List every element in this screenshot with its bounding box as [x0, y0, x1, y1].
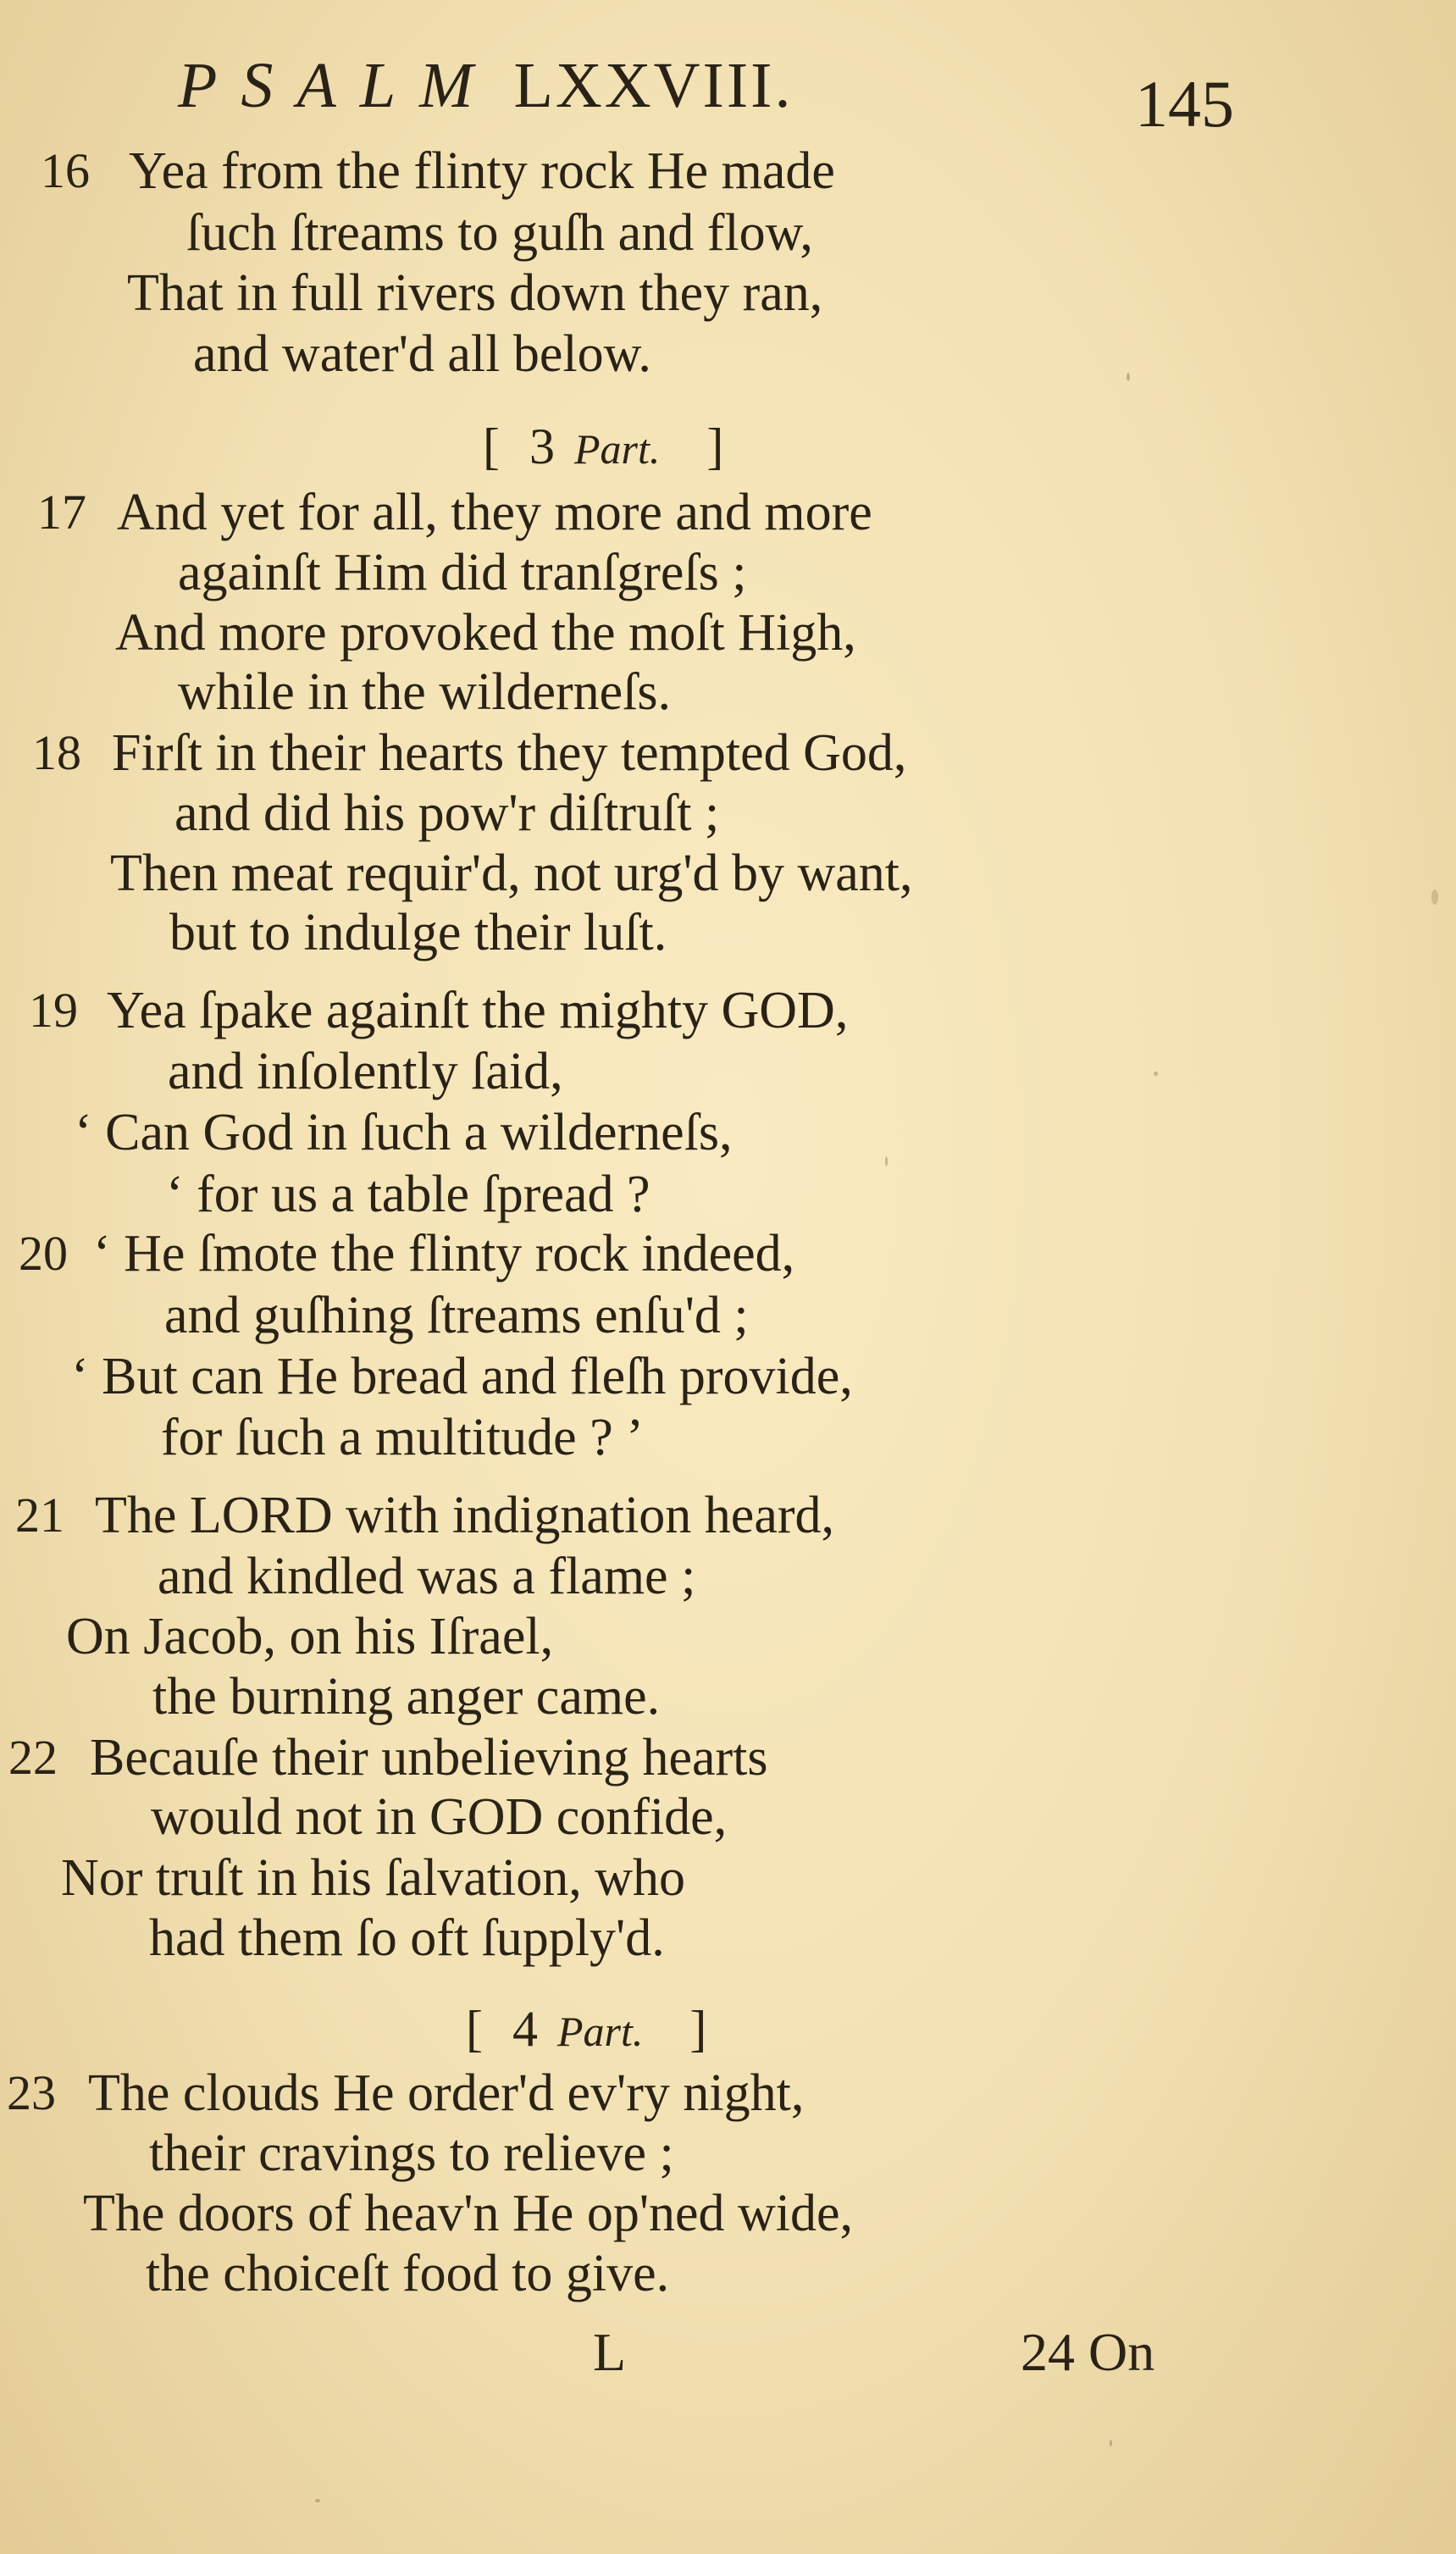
paper-speck — [315, 2499, 320, 2502]
verse-line: And more provoked the moſt High, — [115, 604, 856, 662]
part-bracket-close: ] — [689, 2001, 707, 2057]
verse-line: while in the wilderneſs. — [178, 663, 671, 721]
verse-number: 16 — [41, 143, 90, 198]
verse-line: the choiceſt food to give. — [146, 2245, 670, 2302]
verse-number: 18 — [32, 725, 81, 780]
part-number: 3 — [529, 418, 555, 474]
verse-number: 20 — [19, 1226, 68, 1281]
verse-line: ‘ for us a table ſpread ? — [166, 1166, 650, 1223]
verse-line: Then meat requir'd, not urg'd by want, — [110, 845, 913, 902]
verse-line: ‘ He ſmote the flinty rock indeed, — [93, 1225, 795, 1283]
verse-number: 23 — [7, 2065, 56, 2120]
verse-line: ‘ Can God in ſuch a wilderneſs, — [75, 1104, 733, 1161]
paper-speck — [885, 1156, 888, 1166]
running-head — [178, 49, 793, 123]
verse-line: The doors of heav'n He op'ned wide, — [83, 2185, 854, 2242]
verse-number: 22 — [8, 1730, 58, 1785]
verse-line: ſuch ſtreams to guſh and flow, — [186, 204, 813, 262]
part-heading — [466, 1999, 706, 2061]
verse-line: That in full rivers down they ran, — [127, 264, 823, 322]
part-bracket-open: [ — [466, 2001, 483, 2057]
verse-line: would not in GOD confide, — [151, 1788, 728, 1846]
verse-line: and did his pow'r diſtruſt ; — [174, 784, 720, 842]
verse-line: but to indulge their luſt. — [169, 904, 667, 961]
verse-line: had them ſo oft ſupply'd. — [149, 1909, 665, 1967]
verse-number: 21 — [15, 1488, 64, 1543]
part-label: Part. — [573, 425, 661, 473]
page-number: 145 — [1135, 67, 1234, 141]
part-number: 4 — [512, 2001, 538, 2057]
part-bracket-close: ] — [706, 418, 724, 474]
verse-number: 19 — [29, 983, 78, 1038]
verse-line: for ſuch a multitude ? ’ — [161, 1409, 644, 1466]
catchword: 24 On — [1021, 2322, 1155, 2382]
verse-line: The LORD with indignation heard, — [95, 1487, 834, 1544]
verse-line: and water'd all below. — [193, 325, 651, 383]
signature-mark: L — [593, 2322, 627, 2382]
psalm-title-word: PSALM — [178, 50, 497, 121]
paper-speck — [1154, 1072, 1158, 1076]
verse-line: Firſt in their hearts they tempted God, — [112, 724, 907, 782]
verse-line: Becauſe their unbelieving hearts — [90, 1729, 768, 1787]
paper-speck — [1127, 373, 1130, 381]
part-heading — [483, 417, 723, 479]
verse-line: On Jacob, on his Iſrael, — [66, 1608, 554, 1665]
verse-line: The clouds He order'd ev'ry night, — [88, 2064, 805, 2122]
verse-line: Nor truſt in his ſalvation, who — [61, 1849, 686, 1907]
verse-line: and kindled was a flame ; — [158, 1548, 696, 1605]
verse-number: 17 — [37, 485, 86, 540]
paper-speck — [1110, 2440, 1112, 2446]
part-bracket-open: [ — [483, 418, 500, 474]
verse-line: ‘ But can He bread and fleſh provide, — [71, 1348, 853, 1405]
verse-line: and guſhing ſtreams enſu'd ; — [164, 1287, 749, 1344]
verse-line: Yea from the flinty rock He made — [129, 142, 835, 200]
paper-speck — [1431, 889, 1438, 905]
part-label: Part. — [556, 2008, 644, 2055]
verse-line: their cravings to relieve ; — [149, 2125, 674, 2182]
verse-line: and inſolently ſaid, — [168, 1043, 563, 1100]
verse-line: againſt Him did tranſgreſs ; — [178, 544, 747, 601]
verse-line: And yet for all, they more and more — [117, 484, 872, 541]
verse-line: Yea ſpake againſt the mighty GOD, — [107, 982, 849, 1039]
verse-line: the burning anger came. — [152, 1668, 661, 1726]
psalm-number: LXXVIII. — [513, 50, 794, 121]
